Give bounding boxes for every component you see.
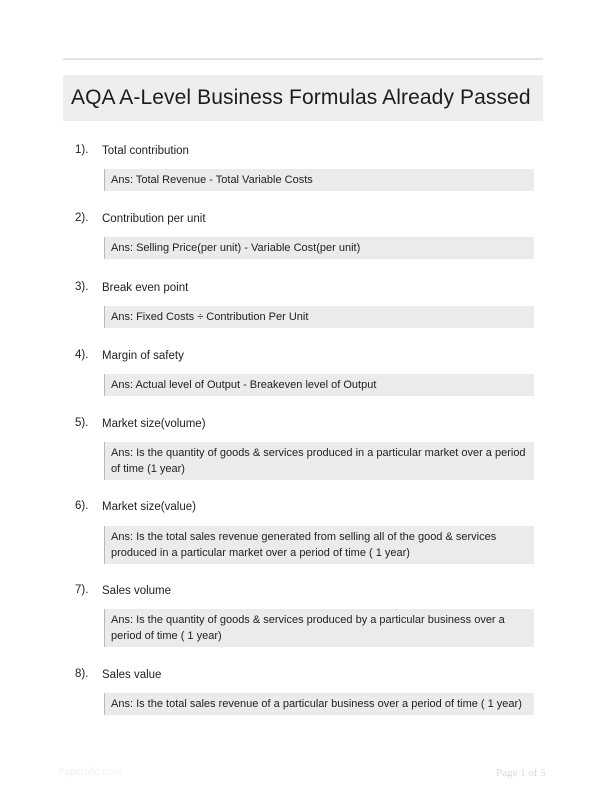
page-title: AQA A-Level Business Formulas Already Passed <box>71 86 531 109</box>
answer-box: Ans: Total Revenue - Total Variable Costs <box>104 169 534 191</box>
question-number: 6). <box>75 500 89 512</box>
question-text: Total contribution <box>102 145 189 157</box>
footer-watermark: Papertific.com <box>58 767 122 778</box>
answer-box: Ans: Selling Price(per unit) - Variable Cost(per unit) <box>104 237 534 259</box>
question-text: Sales volume <box>102 585 172 597</box>
question-number: 3). <box>75 281 89 293</box>
answer-box: Ans: Is the total sales revenue generated from selling all of the good & services produced in a particular market over a period of time ( 1 year) <box>104 526 534 564</box>
question-text: Market size(value) <box>102 501 196 513</box>
question-number: 4). <box>75 349 89 361</box>
question-number: 7). <box>75 584 89 596</box>
question-text: Margin of safety <box>102 350 184 362</box>
question-text: Break even point <box>102 282 189 294</box>
question-text: Market size(volume) <box>102 418 206 430</box>
question-text: Contribution per unit <box>102 213 206 225</box>
question-number: 1). <box>75 144 89 156</box>
page-number: Page 1 of 5 <box>496 767 546 779</box>
answer-box: Ans: Is the quantity of goods & services produced in a particular market over a period of time (1 year) <box>104 442 534 480</box>
answer-box: Ans: Actual level of Output - Breakeven level of Output <box>104 374 534 396</box>
top-divider <box>63 58 543 60</box>
question-text: Sales value <box>102 669 162 681</box>
question-number: 5). <box>75 417 89 429</box>
answer-box: Ans: Is the total sales revenue of a particular business over a period of time ( 1 year) <box>104 693 534 715</box>
answer-box: Ans: Is the quantity of goods & services produced by a particular business over a period of time ( 1 year) <box>104 609 534 647</box>
title-banner <box>63 75 543 121</box>
question-number: 2). <box>75 212 89 224</box>
question-number: 8). <box>75 668 89 680</box>
answer-box: Ans: Fixed Costs ÷ Contribution Per Unit <box>104 306 534 328</box>
